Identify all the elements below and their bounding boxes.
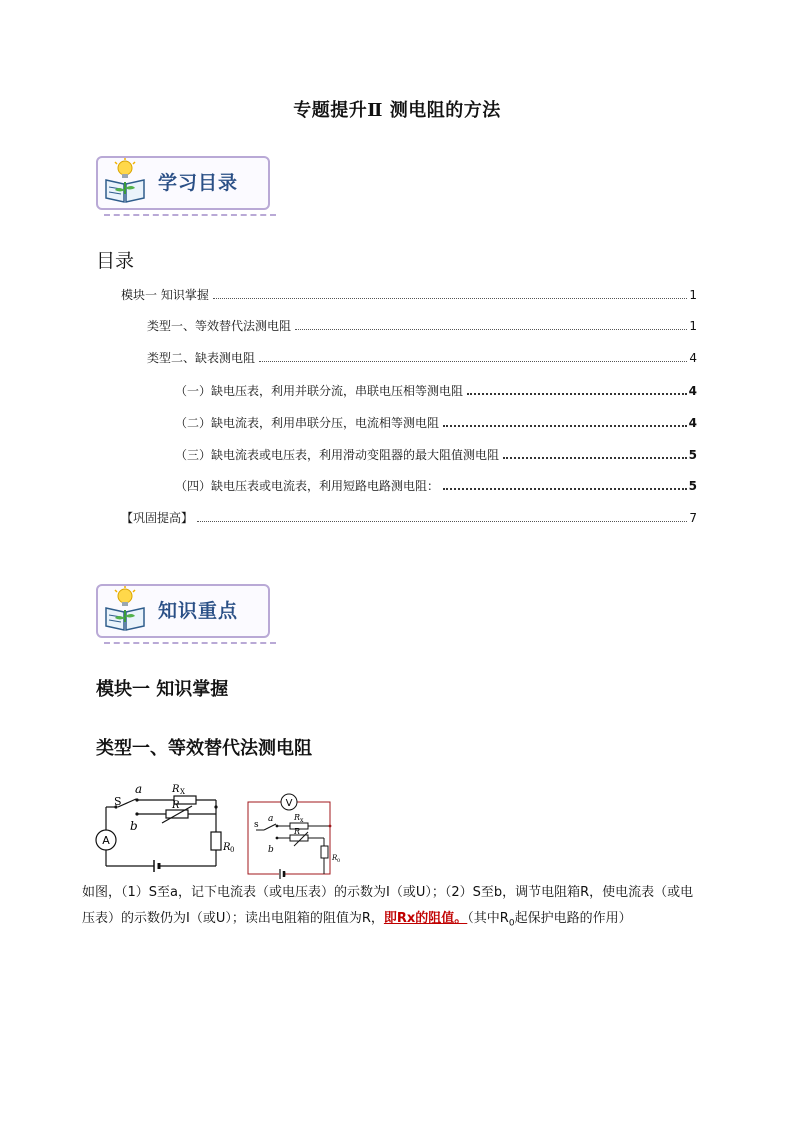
svg-text:R: R [172,784,180,795]
svg-text:b: b [268,845,274,855]
explanation-paragraph: 如图，（1）S至a，记下电流表（或电压表）的示数为I（或U）；（2）S至b，调节电阻箱R，使电流表（或电压表）的示数仍为I（或U）；读出电阻箱的阻值为R，即Rx的阻值。（其中$R_0$起保护电路的作用） [82,885,694,929]
svg-text:R: R [332,854,338,862]
svg-text:R: R [294,827,301,836]
svg-text:0: 0 [337,858,341,864]
section-heading: 模块一 知识掌握 [96,679,229,700]
toc-entry[interactable]: 【巩固提高】 7 [121,511,697,525]
toc-entry[interactable]: 模块一 知识掌握 1 [121,288,697,302]
toc-entry[interactable]: 类型二、缺表测电阻 4 [147,351,697,365]
toc-heading: 目录 [96,250,135,272]
svg-text:0: 0 [230,846,235,854]
subsection-heading: 类型一、等效替代法测电阻 [96,738,312,759]
book-bulb-icon [102,158,148,204]
book-bulb-icon [102,586,148,632]
svg-text:x: x [300,817,304,824]
svg-text:R: R [223,842,231,853]
svg-text:R: R [294,813,301,822]
svg-text:s: s [254,820,259,830]
section-banner-study-directory [96,156,268,212]
section-banner-key-knowledge [96,584,268,640]
svg-text:b: b [130,819,138,833]
svg-text:S: S [114,795,122,808]
toc-entry[interactable]: 类型一、等效替代法测电阻 1 [147,319,697,333]
toc-entry[interactable]: （三）缺电流表或电压表，利用滑动变阻器的最大阻值测电阻 5 [175,448,697,462]
toc-entry[interactable]: （四）缺电压表或电流表，利用短路电路测电阻： 5 [175,479,697,493]
circuit-diagram-right [244,792,356,888]
svg-text:X: X [180,788,185,796]
svg-text:R: R [172,800,180,811]
ammeter-label: A [102,834,110,847]
highlight-text: 即Rx的阻值。 [383,911,468,926]
svg-text:a: a [268,814,274,824]
banner-title: 学习目录 [158,172,239,194]
banner-title: 知识重点 [158,600,239,622]
svg-text:a: a [135,782,143,796]
toc-entry[interactable]: （一）缺电压表，利用并联分流，串联电压相等测电阻 4 [175,384,697,398]
page-title: 专题提升Ⅱ 测电阻的方法 [293,100,501,121]
toc-entry[interactable]: （二）缺电流表，利用串联分压，电流相等测电阻 4 [175,416,697,430]
voltmeter-label: V [285,798,293,809]
circuit-diagram-left [92,780,235,876]
